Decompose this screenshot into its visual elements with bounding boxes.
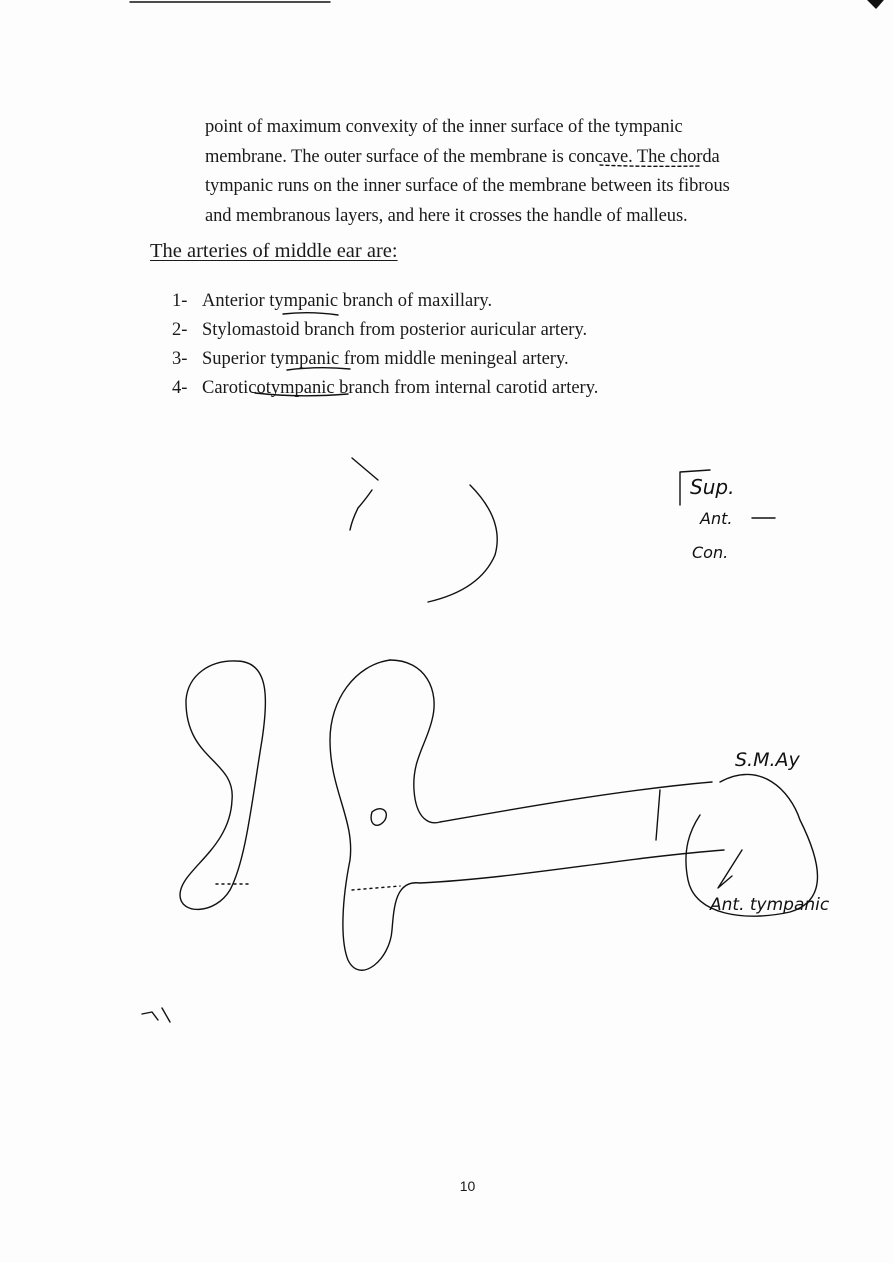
tube-lower-outline <box>330 660 724 970</box>
list-item <box>172 374 598 403</box>
paragraph-line: and membranous layers, and here it crosses the handle of malleus. <box>205 205 688 226</box>
pen-dotted <box>352 886 400 890</box>
list-text: Anterior tympanic branch of maxillary. <box>202 291 493 311</box>
list-number: 1- <box>172 291 188 311</box>
list-item <box>172 287 598 316</box>
paragraph-line: membrane. The outer surface of the membrane is concave. The chorda <box>205 146 720 167</box>
note-ant: Ant. <box>700 509 733 528</box>
list-item <box>172 316 598 345</box>
pen-stroke <box>350 490 372 530</box>
note-con: Con. <box>692 543 729 562</box>
list-number: 4- <box>172 378 188 398</box>
list-text: Caroticotympanic branch from internal carotid artery. <box>202 378 599 398</box>
body-paragraph <box>205 113 845 231</box>
page-number: 10 <box>459 1178 476 1194</box>
tube-upper-outline <box>390 660 712 823</box>
paragraph-line: point of maximum convexity of the inner surface of the tympanic <box>205 117 683 137</box>
auricle-outline <box>180 661 265 909</box>
list-number: 2- <box>172 320 188 340</box>
note-stylomastoid: S.M.Ay <box>735 749 800 771</box>
section-heading: The arteries of middle ear are: <box>150 240 398 262</box>
list-text: Stylomastoid branch from posterior auricular artery. <box>202 320 588 340</box>
corner-mark <box>868 0 883 8</box>
handwritten-labels <box>690 475 830 915</box>
margin-scribble <box>142 1008 170 1022</box>
cavity-outline <box>686 774 818 916</box>
pen-arc <box>428 485 497 602</box>
pen-scribble <box>371 809 386 826</box>
pen-arrow <box>718 850 742 888</box>
artery-list <box>172 287 598 403</box>
note-sup: Sup. <box>690 475 735 499</box>
note-ant-tympanic: Ant. tympanic <box>710 895 830 915</box>
list-number: 3- <box>172 349 188 369</box>
list-item <box>172 345 598 374</box>
pen-stroke <box>352 458 378 480</box>
paragraph-line: tympanic runs on the inner surface of the membrane between its fibrous <box>205 176 730 196</box>
list-text: Superior tympanic from middle meningeal artery. <box>202 349 569 369</box>
pen-bracket <box>680 470 710 505</box>
pen-stroke <box>656 790 660 840</box>
